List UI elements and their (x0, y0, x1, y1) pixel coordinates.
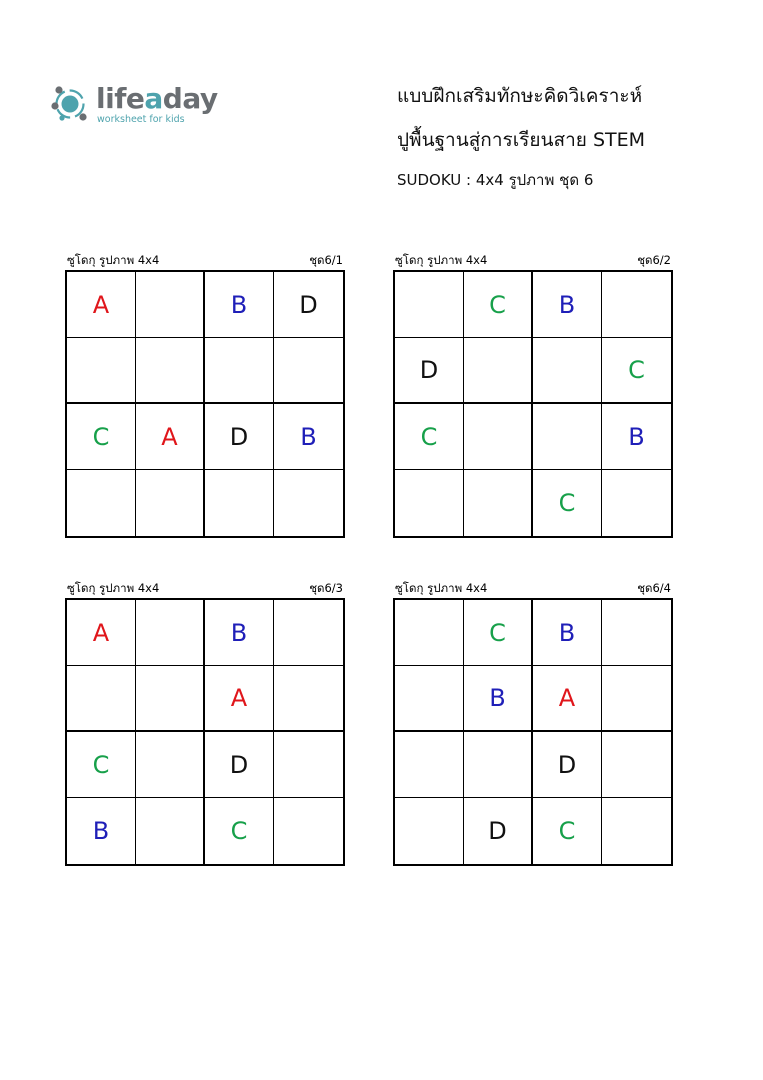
puzzle-label: ซูโดกุ รูปภาพ 4x4 (67, 253, 160, 267)
sudoku-cell[interactable] (136, 470, 205, 536)
lifeaday-logo (50, 82, 220, 132)
sudoku-cell[interactable]: C (395, 404, 464, 470)
sudoku-cell[interactable] (464, 404, 533, 470)
sudoku-cell[interactable]: C (67, 732, 136, 798)
sudoku-cell[interactable]: D (395, 338, 464, 404)
sudoku-cell[interactable] (602, 666, 671, 732)
sudoku-cell[interactable]: A (205, 666, 274, 732)
sudoku-cell[interactable] (274, 338, 343, 404)
sudoku-grid (65, 598, 345, 866)
puzzle-header (65, 252, 345, 270)
sudoku-cell[interactable]: A (136, 404, 205, 470)
sudoku-cell[interactable] (464, 470, 533, 536)
sudoku-cell[interactable]: A (67, 600, 136, 666)
worksheet-title-block (397, 84, 645, 190)
sudoku-cell[interactable]: B (533, 600, 602, 666)
sudoku-cell[interactable]: A (533, 666, 602, 732)
sudoku-cell[interactable] (205, 470, 274, 536)
sudoku-grid (393, 270, 673, 538)
sudoku-cell[interactable] (136, 272, 205, 338)
title-line-3: SUDOKU : 4x4 รูปภาพ ชุด 6 (397, 171, 594, 189)
sudoku-cell[interactable]: C (464, 600, 533, 666)
sudoku-cell[interactable] (136, 338, 205, 404)
sudoku-cell[interactable] (136, 798, 205, 864)
sudoku-cell[interactable]: D (205, 404, 274, 470)
sudoku-cell[interactable] (136, 666, 205, 732)
sudoku-cell[interactable] (395, 732, 464, 798)
sudoku-cell[interactable] (602, 732, 671, 798)
sudoku-cell[interactable] (136, 732, 205, 798)
sudoku-cell[interactable] (67, 338, 136, 404)
sudoku-cell[interactable] (395, 600, 464, 666)
sudoku-cell[interactable] (67, 470, 136, 536)
puzzle-label: ซูโดกุ รูปภาพ 4x4 (395, 253, 488, 267)
sudoku-cell[interactable] (533, 404, 602, 470)
sudoku-cell[interactable]: C (205, 798, 274, 864)
sudoku-cell[interactable] (602, 470, 671, 536)
sudoku-puzzle-3 (65, 580, 345, 866)
title-line-1: แบบฝึกเสริมทักษะคิดวิเคราะห์ (397, 85, 643, 107)
sudoku-cell[interactable] (274, 666, 343, 732)
sudoku-cell[interactable] (602, 798, 671, 864)
sudoku-cell[interactable] (464, 732, 533, 798)
sudoku-cell[interactable] (136, 600, 205, 666)
sudoku-cell[interactable]: B (205, 272, 274, 338)
sudoku-puzzle-4 (393, 580, 673, 866)
sudoku-cell[interactable] (274, 732, 343, 798)
sudoku-cell[interactable] (395, 272, 464, 338)
sudoku-cell[interactable]: B (205, 600, 274, 666)
puzzle-header (393, 252, 673, 270)
sudoku-cell[interactable]: C (464, 272, 533, 338)
sudoku-puzzle-2 (393, 252, 673, 538)
title-line-2: ปูพื้นฐานสู่การเรียนสาย STEM (397, 129, 646, 151)
sudoku-cell[interactable]: D (464, 798, 533, 864)
sudoku-puzzle-1 (65, 252, 345, 538)
sudoku-cell[interactable] (395, 666, 464, 732)
logo-tagline: worksheet for kids (97, 114, 185, 125)
sudoku-cell[interactable] (533, 338, 602, 404)
sudoku-cell[interactable]: B (464, 666, 533, 732)
sudoku-cell[interactable]: B (274, 404, 343, 470)
puzzle-set-number: ชุด6/4 (637, 581, 671, 595)
sudoku-cell[interactable] (67, 666, 136, 732)
puzzle-label: ซูโดกุ รูปภาพ 4x4 (395, 581, 488, 595)
sudoku-cell[interactable]: D (205, 732, 274, 798)
sudoku-cell[interactable]: B (602, 404, 671, 470)
sudoku-cell[interactable] (602, 272, 671, 338)
sudoku-cell[interactable]: C (533, 798, 602, 864)
sudoku-grid (393, 598, 673, 866)
sudoku-cell[interactable] (464, 338, 533, 404)
sudoku-cell[interactable]: A (67, 272, 136, 338)
sudoku-cell[interactable]: C (533, 470, 602, 536)
puzzle-header (65, 580, 345, 598)
sudoku-cell[interactable] (395, 470, 464, 536)
sudoku-cell[interactable]: B (533, 272, 602, 338)
puzzle-set-number: ชุด6/1 (309, 253, 343, 267)
puzzle-header (393, 580, 673, 598)
sudoku-cell[interactable]: C (602, 338, 671, 404)
puzzle-set-number: ชุด6/3 (309, 581, 343, 595)
puzzle-label: ซูโดกุ รูปภาพ 4x4 (67, 581, 160, 595)
sudoku-cell[interactable]: D (533, 732, 602, 798)
sudoku-cell[interactable] (274, 470, 343, 536)
sudoku-cell[interactable] (205, 338, 274, 404)
sudoku-cell[interactable]: B (67, 798, 136, 864)
sudoku-cell[interactable]: C (67, 404, 136, 470)
sudoku-cell[interactable] (395, 798, 464, 864)
puzzle-set-number: ชุด6/2 (637, 253, 671, 267)
sudoku-cell[interactable] (602, 600, 671, 666)
logo-molecule-icon (50, 84, 90, 124)
sudoku-cell[interactable] (274, 798, 343, 864)
logo-brand-text: lifeaday (96, 82, 218, 115)
sudoku-cell[interactable]: D (274, 272, 343, 338)
sudoku-grid (65, 270, 345, 538)
sudoku-cell[interactable] (274, 600, 343, 666)
